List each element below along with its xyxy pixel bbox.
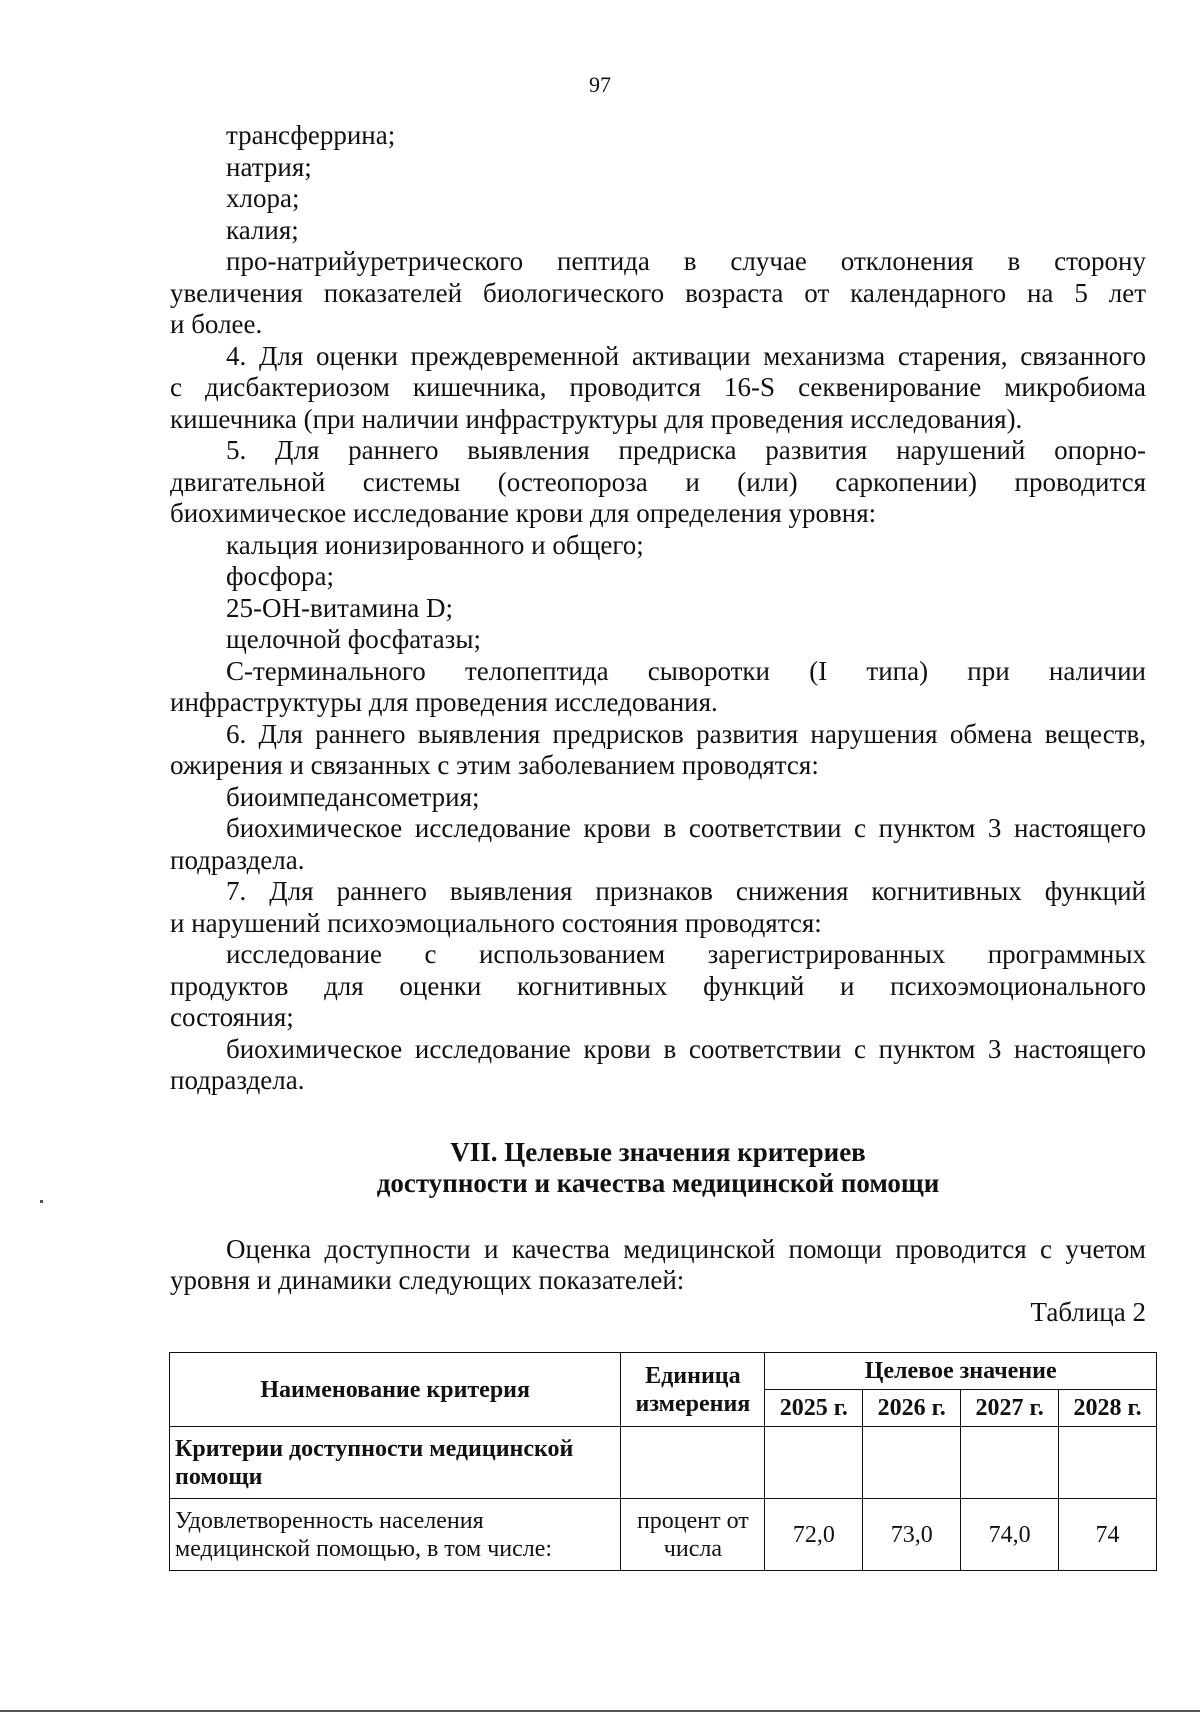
paragraph-line: исследование с использованием зарегистрированных программных — [226, 939, 1146, 969]
paragraph-line: про-натрийуретрического пептида в случае отклонения в сторону — [226, 246, 1146, 276]
unit-cell: процент от числа — [621, 1499, 765, 1571]
column-header-year: 2028 г. — [1059, 1390, 1157, 1427]
table-row — [170, 1427, 1157, 1499]
paragraph-line: подраздела. — [170, 844, 305, 875]
column-header-year: 2027 г. — [961, 1390, 1059, 1427]
list-item: хлора; — [226, 183, 300, 213]
paragraph-line: С-терминального телопептида сыворотки (I типа) при наличии — [226, 655, 1146, 686]
value-cell: 72,0 — [765, 1499, 863, 1571]
scan-edge-line — [0, 1710, 1200, 1712]
list-item: кальция ионизированного и общего; — [226, 529, 644, 560]
paragraph-line: состояния; — [170, 1002, 294, 1032]
column-header-year: 2025 г. — [765, 1390, 863, 1427]
paragraph-line: биохимическое исследование крови в соответствии с пунктом 3 настоящего — [226, 1033, 1146, 1064]
paragraph-line: двигательной системы (остеопороза и (или) саркопении) проводится — [170, 466, 1146, 497]
paragraph-line: и нарушений психоэмоциального состояния проводятся: — [170, 907, 822, 938]
section-title: VII. Целевые значения критериев — [450, 1136, 866, 1167]
paragraph-line: 4. Для оценки преждевременной активации механизма старения, связанного — [226, 340, 1146, 371]
column-header-target: Целевое значение — [765, 1353, 1157, 1390]
paragraph-line: с дисбактериозом кишечника, проводится 16-S секвенирование микробиома — [170, 372, 1146, 402]
paragraph-line: 6. Для раннего выявления предрисков развития нарушения обмена веществ, — [226, 718, 1146, 749]
paragraph-line: биохимическое исследование крови в соответствии с пунктом 3 настоящего — [226, 813, 1146, 843]
value-cell: 74,0 — [961, 1499, 1059, 1571]
paragraph-line: биохимическое исследование крови для определения уровня: — [170, 498, 877, 528]
section-title: доступности и качества медицинской помощи — [376, 1168, 940, 1198]
table-caption: Таблица 2 — [1030, 1296, 1146, 1327]
criterion-group-cell: Критерии доступности медицинской помощи — [170, 1427, 621, 1499]
value-cell: 73,0 — [863, 1499, 961, 1571]
document-body — [170, 120, 1146, 1328]
list-item: биоимпедансометрия; — [226, 781, 480, 812]
column-header-year: 2026 г. — [863, 1390, 961, 1427]
paragraph-line: Оценка доступности и качества медицинской помощи проводится с учетом — [226, 1233, 1146, 1264]
paragraph-line: и более. — [170, 309, 263, 339]
column-header-criterion: Наименование критерия — [170, 1353, 621, 1427]
paragraph-line: подраздела. — [170, 1065, 305, 1095]
paragraph-line: уровня и динамики следующих показателей: — [170, 1265, 685, 1295]
value-cell — [765, 1427, 863, 1499]
list-item: трансферрина; — [226, 120, 396, 150]
list-item: 25-ОН-витамина D; — [226, 592, 454, 623]
criteria-table — [169, 1352, 1157, 1571]
paragraph-line: 5. Для раннего выявления предриска развития нарушений опорно- — [226, 435, 1146, 465]
paragraph-line: продуктов для оценки когнитивных функций и психоэмоционального — [170, 970, 1146, 1001]
page-number: 97 — [589, 72, 611, 97]
paragraph-line: кишечника (при наличии инфраструктуры для проведения исследования). — [170, 403, 1023, 434]
column-header-unit: Единица измерения — [621, 1353, 765, 1427]
table-row — [170, 1499, 1157, 1571]
scan-speck — [40, 1200, 43, 1203]
paragraph-line: 7. Для раннего выявления признаков снижения когнитивных функций — [226, 876, 1146, 906]
unit-cell — [621, 1427, 765, 1499]
list-item: щелочной фосфатазы; — [226, 624, 481, 654]
list-item: натрия; — [226, 151, 312, 182]
value-cell — [961, 1427, 1059, 1499]
paragraph-line: увеличения показателей биологического возраста от календарного на 5 лет — [170, 277, 1146, 308]
criterion-cell: Удовлетворенность населения медицинской помощью, в том числе: — [170, 1499, 621, 1571]
list-item: калия; — [226, 214, 299, 245]
list-item: фосфора; — [226, 561, 334, 591]
value-cell — [863, 1427, 961, 1499]
value-cell — [1059, 1427, 1157, 1499]
paragraph-line: инфраструктуры для проведения исследования. — [170, 687, 718, 717]
paragraph-line: ожирения и связанных с этим заболеванием проводятся: — [170, 750, 819, 780]
value-cell: 74 — [1059, 1499, 1157, 1571]
